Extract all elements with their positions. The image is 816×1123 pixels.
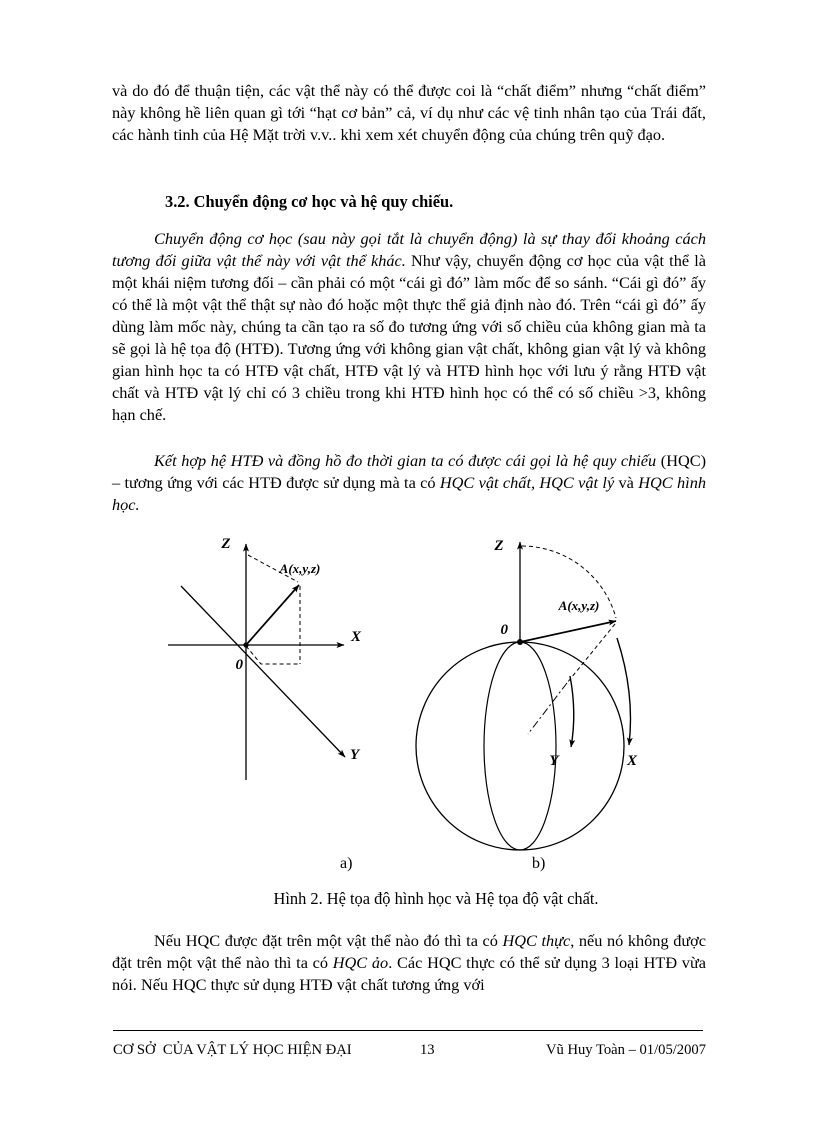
sphere-outline bbox=[416, 642, 624, 850]
footer-book-title: CƠ SỞ CỦA VẬT LÝ HỌC HIỆN ĐẠI bbox=[113, 1042, 352, 1058]
point-A-label: A(x,y,z) bbox=[279, 561, 321, 576]
sphere-meridian bbox=[484, 642, 556, 850]
para4-italic-2: HQC ảo bbox=[332, 953, 389, 972]
para4-regular-3: . Các HQC thực có thể sử dụng 3 loại HTĐ vừa nói. Nếu HQC thực sử dụng HTĐ vật chất tương ứng với bbox=[112, 953, 707, 994]
subfigure-label-a: a) bbox=[340, 855, 353, 872]
radius-vector-to-A bbox=[246, 585, 299, 645]
diagram-a-geometric-coordinate-system bbox=[148, 528, 388, 858]
paragraph-intro: và do đó để thuận tiện, các vật thể này có thể được coi là “chất điểm” nhưng “chất điểm” này không hề liên quan gì tới “hạt cơ bản” cả, ví dụ như các vệ tinh nhân tạo của Trái đất, các hành tinh của Hệ Mặt trời v.v.. khi xem xét chuyển động của chúng trên quỹ đạo. bbox=[112, 81, 706, 144]
y-axis bbox=[181, 586, 345, 757]
x-axis-label: X bbox=[626, 753, 638, 769]
para3-italic-1: Kết hợp hệ HTĐ và đồng hồ đo thời gian ta có được cái gọi là hệ quy chiếu bbox=[154, 451, 657, 470]
footer-divider bbox=[113, 1030, 703, 1031]
radius-vector-to-A bbox=[520, 621, 616, 642]
origin-label: 0 bbox=[500, 622, 508, 638]
paragraph-motion bbox=[112, 228, 706, 426]
paragraph-motion-definition: Chuyển động cơ học (sau này gọi tắt là chuyển động) là sự thay đổi khoảng cách tương đối giữa vật thể này với vật thể khác. bbox=[112, 229, 706, 270]
footer-author-date: Vũ Huy Toàn – 01/05/2007 bbox=[545, 1042, 706, 1058]
origin-label: 0 bbox=[235, 657, 243, 673]
paragraph-real-virtual-frames bbox=[112, 930, 706, 996]
x-arrow-on-sphere bbox=[617, 638, 631, 745]
paragraph-reference-frame bbox=[112, 450, 706, 516]
z-axis-label: Z bbox=[494, 538, 504, 554]
figure-caption: Hình 2. Hệ tọa độ hình học và Hệ tọa độ vật chất. bbox=[273, 889, 599, 908]
x-axis-label: X bbox=[351, 629, 362, 645]
paragraph-motion-body: Như vậy, chuyển động cơ học của vật thể là một khái niệm tương đối – cần phải có một “cái gì đó” làm mốc để so sánh. “Cái gì đó” ấy có thể là một vật thể thật sự nào đó hoặc một thực thể giả định nào đó. Trên “cái gì đó” ấy dùng làm mốc này, chúng ta cần tạo ra số đo tương ứng với số chiều của không gian mà ta sẽ gọi là hệ tọa độ (HTĐ). Tương ứng với không gian vật chất, không gian vật lý và không gian hình học ta có HTĐ vật chất, HTĐ vật lý và HTĐ hình học với lưu ý rằng HTĐ vật chất và HTĐ vật lý chỉ có 3 chiều trong khi HTĐ hình học có thể có số chiều >3, không hạn chế. bbox=[112, 251, 707, 424]
origin-point bbox=[243, 642, 248, 647]
para3-italic-3: HQC hình học. bbox=[112, 473, 706, 514]
para4-italic-1: HQC thực bbox=[502, 931, 571, 950]
y-axis-label: Y bbox=[350, 747, 360, 763]
subfigure-label-b: b) bbox=[532, 855, 546, 872]
footer-page-number: 13 bbox=[420, 1042, 435, 1058]
dash-dot-to-center bbox=[528, 683, 567, 734]
y-arrow-on-sphere bbox=[570, 676, 574, 747]
para4-regular-1: Nếu HQC được đặt trên một vật thể nào đó thì ta có bbox=[154, 931, 503, 950]
para3-italic-2: HQC vật chất, HQC vật lý bbox=[439, 473, 615, 492]
y-axis-label: Y bbox=[549, 753, 559, 769]
z-axis-label: Z bbox=[221, 536, 231, 552]
section-heading: 3.2. Chuyển động cơ học và hệ quy chiếu. bbox=[165, 192, 454, 211]
para3-regular-2: và bbox=[614, 473, 639, 492]
point-A-label: A(x,y,z) bbox=[558, 598, 600, 613]
origin-point bbox=[517, 639, 523, 645]
para3-regular-1: (HQC) – tương ứng với các HTĐ được sử dụng mà ta có bbox=[112, 451, 706, 492]
projection-dash bbox=[567, 624, 615, 683]
para4-regular-2: , nếu nó không được đặt trên một vật thể nào thì ta có bbox=[112, 931, 706, 972]
diagram-b-material-coordinate-system bbox=[395, 528, 695, 858]
